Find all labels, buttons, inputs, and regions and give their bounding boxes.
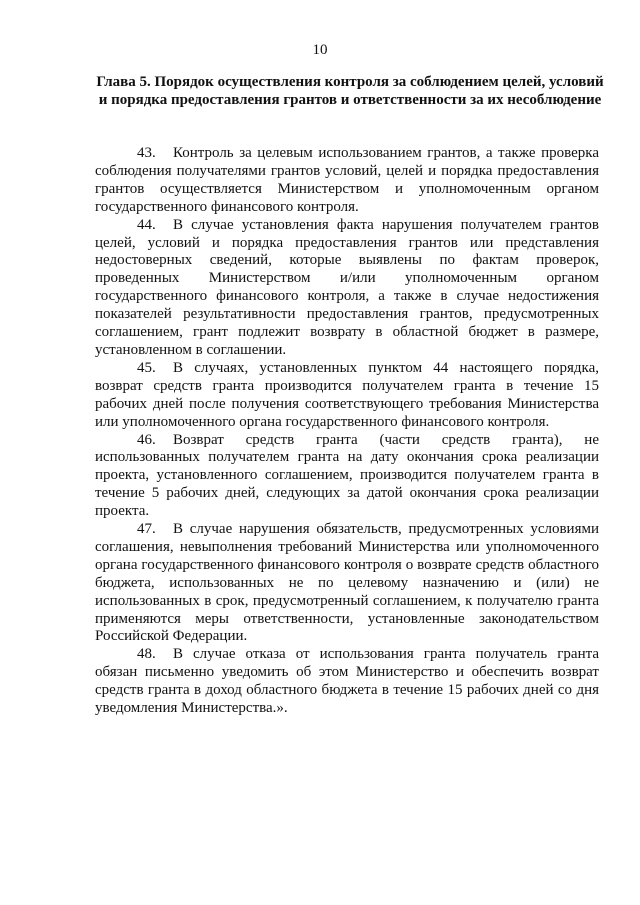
paragraph-44 xyxy=(95,217,599,360)
paragraph-47 xyxy=(95,521,599,646)
paragraph-number: 47. xyxy=(137,521,156,538)
page-number: 10 xyxy=(312,42,328,58)
paragraph-46 xyxy=(95,432,599,522)
paragraph-text: В случае отказа от использования гранта получатель гранта обязан письменно уведомить об этом Министерство и обеспечить возврат средств гранта в доход областного бюджета в течение 15 рабочих дней со дня уведомления Министерства.». xyxy=(95,646,599,717)
paragraph-43 xyxy=(95,145,599,217)
document-body xyxy=(95,145,599,718)
paragraph-text: Контроль за целевым использованием грантов, а также проверка соблюдения получателями грантов условий, целей и порядка предоставления грантов осуществляется Министерством и уполномоченным органом государственного финансового контроля. xyxy=(95,145,599,215)
paragraph-number: 45. xyxy=(137,359,156,376)
paragraph-number: 43. xyxy=(137,145,156,161)
paragraph-text: В случаях, установленных пунктом 44 настоящего порядка, возврат средств гранта производится получателем гранта в течение 15 рабочих дней после получения соответствующего требования Министерства или уполномоченного органа государственного финансового контроля. xyxy=(95,359,599,430)
paragraph-48 xyxy=(95,646,599,718)
paragraph-number: 44. xyxy=(137,216,156,233)
paragraph-text: Возврат средств гранта (части средств гранта), не использованных получателем гранта на дату окончания срока реализации проекта, установленного соглашением, производится получателем гранта в течение 5 рабочих дней, следующих за датой окончания срока реализации проекта. xyxy=(95,431,599,520)
paragraph-text: В случае установления факта нарушения получателем грантов целей, условий и порядка предоставления грантов или представления недостоверных сведений, которые выявлены по фактам проверок, проведенных Министерством и/или уполномоченным органом государственного финансового контроля, а также в случае недостижения показателей результативности предоставления грантов, предусмотренных соглашением, грант подлежит возврату в областной бюджет в размере, установленном в соглашении. xyxy=(95,216,599,358)
paragraph-number: 46. xyxy=(137,431,156,448)
paragraph-45 xyxy=(95,360,599,432)
paragraph-text: В случае нарушения обязательств, предусмотренных условиями соглашения, невыполнения требований Министерства или уполномоченного органа государственного финансового контроля о возврате средств областного бюджета, использованных не по целевому назначению и (или) не использованных в срок, предусмотренный соглашением, к получателю гранта применяются меры ответственности, установленные законодательством Российской Федерации. xyxy=(95,521,599,645)
chapter-title: Глава 5. Порядок осуществления контроля за соблюдением целей, условий и порядка предоставления грантов и ответственности за их несоблюдение xyxy=(96,74,604,108)
paragraph-number: 48. xyxy=(137,646,156,663)
